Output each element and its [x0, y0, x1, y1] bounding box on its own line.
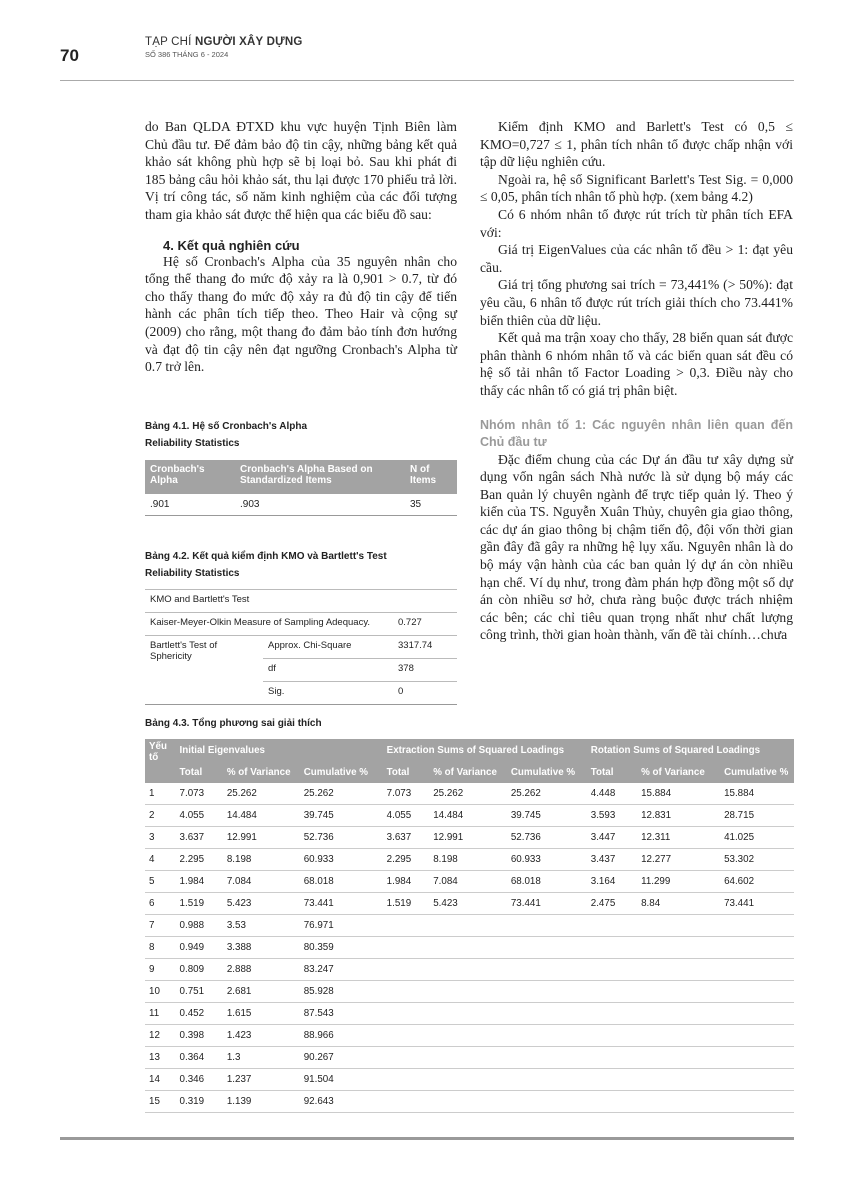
table-cell: [507, 915, 587, 937]
section-heading: 4. Kết quả nghiên cứu: [163, 237, 300, 253]
table1-caption: [145, 418, 307, 452]
table-subheader: % of Variance: [637, 761, 720, 783]
table-cell: 3.53: [223, 915, 300, 937]
table-cell: [429, 1003, 507, 1025]
table-cell: 8: [145, 937, 176, 959]
table-cell: 91.504: [300, 1069, 383, 1091]
table-cell: 3: [145, 827, 176, 849]
table-cell: [507, 1091, 587, 1113]
right-paragraph-2: Ngoài ra, hệ số Significant Barlett's Test Sig. = 0,000 ≤ 0,05, phân tích nhân tố phù hợp. (xem bảng 4.2): [480, 171, 793, 205]
table-cell: 1.519: [383, 893, 430, 915]
cronbach-table: [145, 460, 457, 516]
table-cell: 4: [145, 849, 176, 871]
table-cell: 88.966: [300, 1025, 383, 1047]
table-cell: 2.475: [587, 893, 637, 915]
right-paragraph-3: Có 6 nhóm nhân tố được rút trích từ phân tích EFA với:: [480, 206, 793, 240]
table-cell: [507, 981, 587, 1003]
table-cell: 14.484: [429, 805, 507, 827]
table-cell: 1.237: [223, 1069, 300, 1091]
table-row: [145, 981, 794, 1003]
table-row: [145, 871, 794, 893]
table-cell: [720, 1025, 794, 1047]
table-cell: [720, 1091, 794, 1113]
table-cell: [637, 1047, 720, 1069]
table-cell: 0.751: [176, 981, 223, 1003]
table-row: [145, 636, 457, 659]
table-row: [145, 590, 457, 613]
table-row: [145, 959, 794, 981]
table-cell: [637, 959, 720, 981]
table-cell: 25.262: [300, 783, 383, 805]
table-cell: 2.295: [383, 849, 430, 871]
table-cell: Approx. Chi-Square: [263, 636, 393, 659]
table-cell: 25.262: [429, 783, 507, 805]
table-cell: [429, 937, 507, 959]
table-cell: 41.025: [720, 827, 794, 849]
table-cell: 0.319: [176, 1091, 223, 1113]
table3-caption: Bảng 4.3. Tổng phương sai giải thích: [145, 718, 322, 729]
table-cell: 12.311: [637, 827, 720, 849]
table-subheader: Total: [383, 761, 430, 783]
table-cell: 1.423: [223, 1025, 300, 1047]
table-cell: 12.831: [637, 805, 720, 827]
table-subheader: Cumulative %: [507, 761, 587, 783]
table-cell: 7: [145, 915, 176, 937]
table-cell: 7.073: [176, 783, 223, 805]
table-cell: 87.543: [300, 1003, 383, 1025]
table-group-header: Extraction Sums of Squared Loadings: [383, 739, 587, 761]
table-cell: 12.991: [429, 827, 507, 849]
magazine-issue: SỐ 386 THÁNG 6 - 2024: [145, 50, 229, 59]
right-column: [480, 118, 793, 644]
table-cell: 1.984: [176, 871, 223, 893]
table-cell: 68.018: [300, 871, 383, 893]
table-cell: [587, 1047, 637, 1069]
table-cell: 2.681: [223, 981, 300, 1003]
table-cell: 5: [145, 871, 176, 893]
table-cell: [429, 1047, 507, 1069]
table-cell: [507, 1003, 587, 1025]
table-cell: 60.933: [300, 849, 383, 871]
table-cell: 8.198: [223, 849, 300, 871]
left-paragraph-2: Hệ số Cronbach's Alpha của 35 nguyên nhân cho tổng thể thang đo mức độ xảy ra là 0,901 > 0.7, từ đó cho thấy thang đo mức độ xảy ra đủ độ tin cậy để tiến hành các phân tích tiếp theo. Theo Hair và cộng sự (2009) cho rằng, một thang đo đảm bảo tính đơn hướng và đạt độ tin cậy nên đạt ngưỡng Cronbach's Alpha từ 0.7 trở lên.: [145, 253, 457, 375]
table-header: Yếu tố: [145, 739, 176, 783]
table-cell: 0.398: [176, 1025, 223, 1047]
table-cell: 4.055: [176, 805, 223, 827]
table-cell: df: [263, 659, 393, 682]
table-cell: 4.055: [383, 805, 430, 827]
table1-title: Bảng 4.1. Hệ số Cronbach's Alpha: [145, 421, 308, 432]
table-cell: [587, 1025, 637, 1047]
table-cell: [637, 1069, 720, 1091]
table-cell: 9: [145, 959, 176, 981]
table-subheader: % of Variance: [429, 761, 507, 783]
table-cell: 7.073: [383, 783, 430, 805]
table-cell: [383, 1047, 430, 1069]
table1-subtitle: Reliability Statistics: [145, 438, 240, 449]
table-cell: [429, 1069, 507, 1091]
table-row: [145, 613, 457, 636]
table-cell: 11: [145, 1003, 176, 1025]
table-cell: [429, 959, 507, 981]
table-subheader: Total: [587, 761, 637, 783]
magazine-header: [145, 36, 303, 59]
table-cell: 73.441: [507, 893, 587, 915]
table-cell: 6: [145, 893, 176, 915]
table-cell: .903: [235, 494, 405, 516]
table-cell: 3.164: [587, 871, 637, 893]
table-cell: 90.267: [300, 1047, 383, 1069]
table-cell: 378: [393, 659, 457, 682]
table-cell: 3317.74: [393, 636, 457, 659]
table-cell: 10: [145, 981, 176, 1003]
table-cell: 25.262: [507, 783, 587, 805]
table-group-header: Rotation Sums of Squared Loadings: [587, 739, 794, 761]
right-paragraph-5: Giá trị tổng phương sai trích = 73,441% (> 50%): đạt yêu cầu, 6 nhân tố được rút trích giải thích cho 73.441% biến thiên của dữ liệu.: [480, 277, 793, 328]
table-cell: 92.643: [300, 1091, 383, 1113]
table-cell: [587, 1091, 637, 1113]
table-cell: 7.084: [223, 871, 300, 893]
table-subheader: Total: [176, 761, 223, 783]
right-paragraph-7: Đặc điểm chung của các Dự án đầu tư xây dựng sử dụng vốn ngân sách Nhà nước là sử dụng bộ máy các Ban quản lý chuyên ngành để trực tiếp quản lý. Theo ý kiến của TS. Nguyễn Xuân Thủy, chuyên gia giao thông, các dự án giao thông bị chậm tiến độ, đội vốn thời gian gần đây đã gây ra những hệ lụy xấu. Nguyên nhân là do bộ máy vận hành của các ban quản lý dự án còn nhiều hạn chế. Ví dụ như, trong đàm phán hợp đồng một số dự án còn nhiều sơ hở, chưa ràng buộc được trách nhiệm các bên; các chỉ tiêu quan trọng nhất như chất lượng công trình, thời gian hoàn thành, vấn đề tài chính…chưa: [480, 451, 793, 643]
table-row: [145, 849, 794, 871]
table-cell: Bartlett's Test of Sphericity: [145, 636, 263, 705]
table-group-header: Initial Eigenvalues: [176, 739, 383, 761]
table2-subtitle: Reliability Statistics: [145, 568, 240, 579]
table-cell: 5.423: [223, 893, 300, 915]
table-row: [145, 937, 794, 959]
table-cell: [587, 915, 637, 937]
table-cell: [507, 959, 587, 981]
table-cell: 1.139: [223, 1091, 300, 1113]
magazine-prefix: TẠP CHÍ: [145, 36, 192, 48]
table-subheader: Cumulative %: [720, 761, 794, 783]
table-header: N of Items: [405, 460, 457, 494]
table-cell: 64.602: [720, 871, 794, 893]
table-cell: 0.949: [176, 937, 223, 959]
variance-table: [145, 739, 794, 1113]
table-body: [145, 783, 794, 1113]
table-cell: 2: [145, 805, 176, 827]
table-cell: 80.359: [300, 937, 383, 959]
magazine-name: NGƯỜI XÂY DỰNG: [194, 36, 303, 48]
table-cell: [587, 959, 637, 981]
table-cell: 52.736: [300, 827, 383, 849]
table-cell: KMO and Bartlett's Test: [145, 590, 457, 613]
table-row: [145, 893, 794, 915]
table-cell: 0.452: [176, 1003, 223, 1025]
table-cell: [720, 959, 794, 981]
kmo-table: [145, 589, 457, 705]
table-header-row: [145, 739, 794, 761]
table-cell: 2.295: [176, 849, 223, 871]
right-paragraph-6: Kết quả ma trận xoay cho thấy, 28 biến quan sát được phân thành 6 nhóm nhân tố và các biến quan sát đều có hệ số tải nhân tố Factor Loading > 0,3. Điều này cho thấy các nhân tố có giá trị phân biệt.: [480, 330, 793, 398]
table2-caption: [145, 548, 387, 582]
table-cell: [507, 1047, 587, 1069]
table-cell: 0.809: [176, 959, 223, 981]
table-cell: 0.988: [176, 915, 223, 937]
table-cell: [637, 1003, 720, 1025]
table-subheader-row: [145, 761, 794, 783]
table-cell: [429, 915, 507, 937]
table-cell: [637, 937, 720, 959]
table-cell: Kaiser-Meyer-Olkin Measure of Sampling Adequacy.: [145, 613, 393, 636]
table-cell: 39.745: [300, 805, 383, 827]
table-cell: 83.247: [300, 959, 383, 981]
table-cell: [637, 1091, 720, 1113]
table-cell: 76.971: [300, 915, 383, 937]
footer-divider: [60, 1137, 794, 1140]
table-cell: [383, 981, 430, 1003]
factor-subheading: Nhóm nhân tố 1: Các nguyên nhân liên quan đến Chủ đầu tư: [480, 417, 793, 449]
magazine-title: [145, 36, 303, 48]
table-cell: 12.991: [223, 827, 300, 849]
table-cell: [429, 1025, 507, 1047]
table-cell: 4.448: [587, 783, 637, 805]
table2-title: Bảng 4.2. Kết quả kiểm định KMO và Bartlett's Test: [145, 551, 387, 562]
table-header: Cronbach's Alpha: [145, 460, 235, 494]
table-cell: 13: [145, 1047, 176, 1069]
table-cell: [720, 1003, 794, 1025]
table-cell: 7.084: [429, 871, 507, 893]
page-number: 70: [60, 46, 79, 65]
table-cell: 0.727: [393, 613, 457, 636]
table-cell: [383, 1003, 430, 1025]
table-cell: [587, 937, 637, 959]
table-cell: 39.745: [507, 805, 587, 827]
table-cell: 3.388: [223, 937, 300, 959]
table-row: [145, 915, 794, 937]
table-cell: 0: [393, 682, 457, 705]
table-cell: 25.262: [223, 783, 300, 805]
table-row: [145, 827, 794, 849]
table-cell: 12.277: [637, 849, 720, 871]
table-cell: 8.198: [429, 849, 507, 871]
table-cell: [507, 1025, 587, 1047]
left-column: [145, 118, 457, 376]
table-cell: [637, 981, 720, 1003]
table-cell: 52.736: [507, 827, 587, 849]
table-cell: [587, 1069, 637, 1091]
table-cell: [383, 1091, 430, 1113]
table-cell: [429, 1091, 507, 1113]
table-cell: 2.888: [223, 959, 300, 981]
table-cell: 0.346: [176, 1069, 223, 1091]
table-cell: 14: [145, 1069, 176, 1091]
table-cell: 3.593: [587, 805, 637, 827]
table-cell: [383, 1069, 430, 1091]
table-cell: 15.884: [637, 783, 720, 805]
table-cell: [587, 1003, 637, 1025]
table-cell: 3.447: [587, 827, 637, 849]
table-row: [145, 805, 794, 827]
table-cell: 68.018: [507, 871, 587, 893]
table-cell: 1.519: [176, 893, 223, 915]
table-cell: 3.637: [383, 827, 430, 849]
table-row: [145, 1091, 794, 1113]
table-cell: 1: [145, 783, 176, 805]
table-cell: [720, 1047, 794, 1069]
table-cell: [383, 1025, 430, 1047]
table-cell: 60.933: [507, 849, 587, 871]
table-cell: .901: [145, 494, 235, 516]
right-paragraph-4: Giá trị EigenValues của các nhân tố đều > 1: đạt yêu cầu.: [480, 242, 793, 275]
table-cell: [720, 937, 794, 959]
table-cell: [637, 915, 720, 937]
table-row: [145, 1025, 794, 1047]
table-row: [145, 1047, 794, 1069]
table-cell: 73.441: [300, 893, 383, 915]
table-cell: 5.423: [429, 893, 507, 915]
table-subheader: % of Variance: [223, 761, 300, 783]
table-cell: 11.299: [637, 871, 720, 893]
table-cell: 3.637: [176, 827, 223, 849]
table-cell: 1.984: [383, 871, 430, 893]
table-cell: [720, 1069, 794, 1091]
table-row: [145, 494, 457, 516]
table-cell: 1.615: [223, 1003, 300, 1025]
table-cell: [587, 981, 637, 1003]
table-cell: [429, 981, 507, 1003]
left-paragraph-1: do Ban QLDA ĐTXD khu vực huyện Tịnh Biên làm Chủ đầu tư. Để đảm bảo độ tin cậy, những bảng kết quả khảo sát không phù hợp sẽ bị loại bỏ. Sau khi phát đi 185 bảng câu hỏi khảo sát, thu lại được 170 phiếu trả lời. Vị trí công tác, số năm kinh nghiệm của các đối tượng tham gia khảo sát được thể hiện qua các biểu đồ sau:: [145, 119, 457, 222]
table-subheader: Cumulative %: [300, 761, 383, 783]
table-cell: [383, 915, 430, 937]
table-cell: 85.928: [300, 981, 383, 1003]
table-cell: 3.437: [587, 849, 637, 871]
table-cell: 28.715: [720, 805, 794, 827]
table-row: [145, 783, 794, 805]
table-cell: 1.3: [223, 1047, 300, 1069]
table-cell: 8.84: [637, 893, 720, 915]
table-cell: [383, 937, 430, 959]
table-cell: 15.884: [720, 783, 794, 805]
table-cell: [383, 959, 430, 981]
right-paragraph-1: Kiểm định KMO and Barlett's Test có 0,5 ≤ KMO=0,727 ≤ 1, phân tích nhân tố được chấp nhận với tập dữ liệu nghiên cứu.: [480, 119, 793, 170]
table-cell: 12: [145, 1025, 176, 1047]
table-cell: 0.364: [176, 1047, 223, 1069]
table-header-row: [145, 460, 457, 494]
table-row: [145, 1069, 794, 1091]
table-cell: 53.302: [720, 849, 794, 871]
table-cell: [720, 981, 794, 1003]
table-cell: 73.441: [720, 893, 794, 915]
table-cell: 14.484: [223, 805, 300, 827]
table-cell: 35: [405, 494, 457, 516]
table-row: [145, 1003, 794, 1025]
header-divider: [60, 80, 794, 81]
table-cell: [637, 1025, 720, 1047]
table-cell: 15: [145, 1091, 176, 1113]
table-header: Cronbach's Alpha Based on Standardized Items: [235, 460, 405, 494]
table-cell: [507, 937, 587, 959]
table-cell: Sig.: [263, 682, 393, 705]
table-cell: [507, 1069, 587, 1091]
table-cell: [720, 915, 794, 937]
